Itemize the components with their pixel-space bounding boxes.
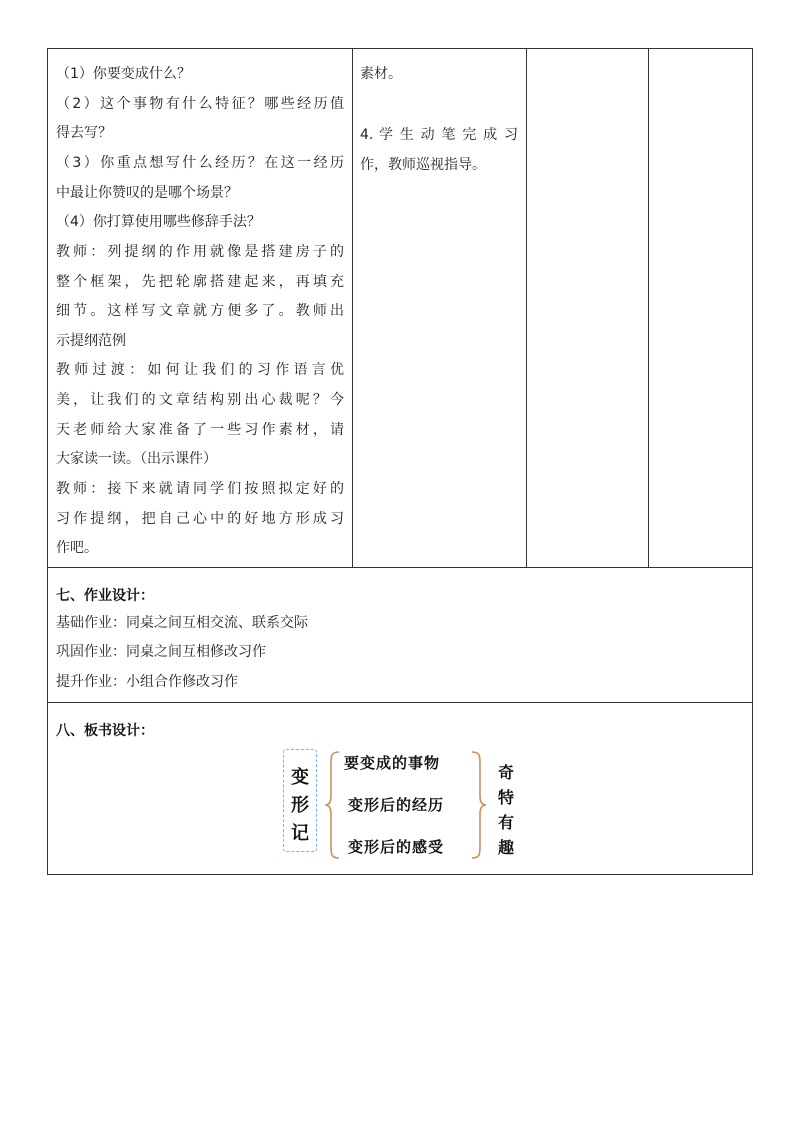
board-title-char: 变 [291, 767, 309, 788]
left-brace-icon [323, 750, 341, 860]
text-line: （4）你打算使用哪些修辞手法？ [56, 214, 261, 230]
text-line: 素材。 [360, 66, 402, 82]
text-line: 大家读一读。（出示课件） [56, 451, 217, 467]
table-left-border [47, 48, 48, 875]
text-line: 整个框架，先把轮廓搭建起来，再填充 [56, 274, 344, 290]
text-line: 作，教师巡视指导。 [360, 157, 486, 173]
text-line: 习作提纲，把自己心中的好地方形成习 [56, 511, 344, 527]
board-summary-char: 有 [497, 813, 514, 832]
text-line: （2）这个事物有什么特征？哪些经历值 [56, 96, 344, 112]
text-line: 得去写？ [56, 125, 112, 141]
table-bottom-border [47, 874, 753, 875]
text-line: 教师：列提纲的作用就像是搭建房子的 [56, 244, 344, 260]
table-col-divider-1 [352, 48, 353, 568]
text-line: 天老师给大家准备了一些习作素材，请 [56, 422, 344, 438]
text-line: 教师：接下来就请同学们按照拟定好的 [56, 481, 344, 497]
homework-item: 巩固作业：同桌之间互相修改习作 [56, 644, 266, 660]
board-item: 变形后的经历 [348, 796, 445, 814]
table-col-divider-3 [648, 48, 649, 568]
board-item: 要变成的事物 [344, 754, 441, 772]
text-line: 教师过渡：如何让我们的习作语言优 [56, 362, 344, 378]
board-design-heading: 八、板书设计： [56, 723, 154, 739]
board-title-char: 形 [291, 795, 309, 816]
homework-heading: 七、作业设计： [56, 588, 154, 604]
text-line: （1）你要变成什么？ [56, 66, 191, 82]
text-line: 细节。这样写文章就方便多了。教师出 [56, 303, 344, 319]
homework-item: 提升作业：小组合作修改习作 [56, 674, 238, 690]
text-line: 中最让你赞叹的是哪个场景？ [56, 185, 238, 201]
table-row-divider-2 [47, 702, 753, 703]
table-col-divider-2 [526, 48, 527, 568]
text-line: 示提纲范例 [56, 333, 126, 349]
text-line: 美，让我们的文章结构别出心裁呢？今 [56, 392, 344, 408]
homework-item: 基础作业：同桌之间互相交流、联系交际 [56, 615, 308, 631]
board-summary-char: 奇 [497, 763, 514, 782]
board-title-char: 记 [291, 823, 309, 844]
text-line: 作吧。 [56, 540, 98, 556]
text-line: （3）你重点想写什么经历？在这一经历 [56, 155, 344, 171]
board-summary-char: 趣 [497, 838, 514, 857]
board-item: 变形后的感受 [348, 838, 445, 856]
right-brace-icon [470, 750, 488, 860]
table-right-border [752, 48, 753, 875]
board-summary-char: 特 [497, 788, 514, 807]
text-line: 4. 学 生 动 笔 完 成 习 [360, 127, 518, 143]
